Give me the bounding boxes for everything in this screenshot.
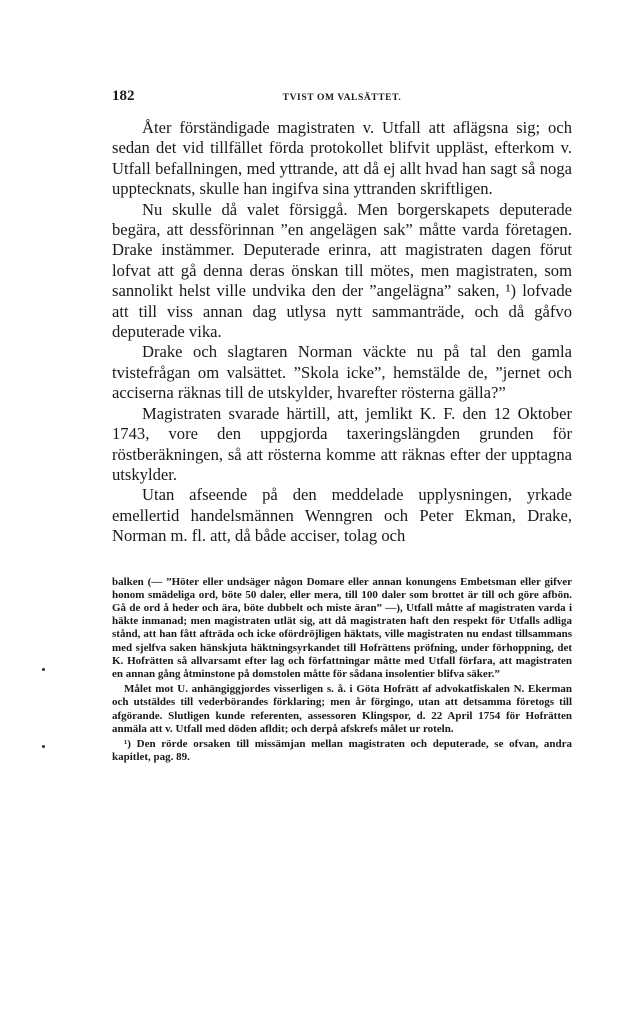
margin-dot [42, 745, 45, 748]
margin-dot [42, 668, 45, 671]
paragraph: Åter förständigade magistraten v. Utfall att aflägsna sig; och sedan det vid tillfället förda protokollet blifvit uppläst, efterkom v. Utfall befallningen, med yttrande, att då ej allt hvad han sagt så noga upptecknats, skulle han ingifva sina yttranden skriftligen. [112, 118, 572, 199]
page-header [112, 88, 572, 118]
paragraph: Magistraten svarade härtill, att, jemlikt K. F. den 12 Oktober 1743, vore den uppgjorda taxeringslängden grunden för röstberäkningen, så att rösterna komme att räknas efter der upptagna utskylder. [112, 403, 572, 484]
main-text [112, 118, 572, 547]
footnotes [112, 576, 572, 765]
footnote: balken (— ”Höter eller undsäger någon Domare eller annan konungens Embetsman eller gifver honom smädeliga ord, böte 50 daler, eller mera, till 100 daler som brottet är till och göre afbön. Gå de ord å heder och ära, böte dubbelt och miste äran” —), Utfall måtte af magistraten varda i häkte inmanad; men magistraten utlät sig, att då magistraten haft den respekt för Utfalls adliga stånd, att han fått afträda och icke ofördröjligen häktats, ville magistraten nu endast tillsammans med sjelfva saken hänskjuta häktningsyrkandet till Hofrättens pröfning, under förhoppning, det K. Hofrätten så allvarsamt efter lag och författningar måtte med Utfall förfara, att magistraten en annan gång åtminstone på domstolen måtte för sådana insolentier blifva säker.” [112, 575, 572, 680]
page-number: 182 [112, 88, 135, 104]
footnote: Målet mot U. anhängiggjordes visserligen s. å. i Göta Hofrätt af advokatfiskalen N. Ekerman och utstäldes till vederbörandes förklaring; men år förgingo, utan att detsamma företogs till afgörande. Slutligen kunde referenten, assessoren Klingspor, d. 22 April 1754 för Hofrätten anmäla att v. Utfall med döden afldit; och derpå afskrefs målet ur roteln. [112, 683, 572, 735]
paragraph: Utan afseende på den meddelade upplysningen, yrkade emellertid handelsmännen Wenngren och Peter Ekman, Drake, Norman m. fl. att, då både acciser, tolag och [112, 485, 572, 546]
footnote: ¹) Den rörde orsaken till missämjan mellan magistraten och deputerade, se ofvan, andra kapitlet, pag. 89. [112, 737, 572, 764]
paragraph: Drake och slagtaren Norman väckte nu på tal den gamla tvistefrågan om valsättet. ”Skola icke”, hemstälde de, ”jernet och acciserna räknas till de utskylder, hvarefter rösterna gälla?” [112, 342, 572, 403]
paragraph: Nu skulle då valet försiggå. Men borgerskapets deputerade begära, att dessförinnan ”en angelägen sak” måtte varda företagen. Drake instämmer. Deputerade erinra, att magistraten dagen förut lofvat att gå denna deras önskan till mötes, men magistraten, som sannolikt helst ville undvika den der ”angelägna” saken, ¹) lofvade att till viss annan dag utlysa nytt sammanträde, och då gåfvo deputerade vika. [112, 199, 572, 342]
running-title: TVIST OM VALSÄTTET. [282, 93, 402, 103]
book-page [112, 88, 572, 764]
